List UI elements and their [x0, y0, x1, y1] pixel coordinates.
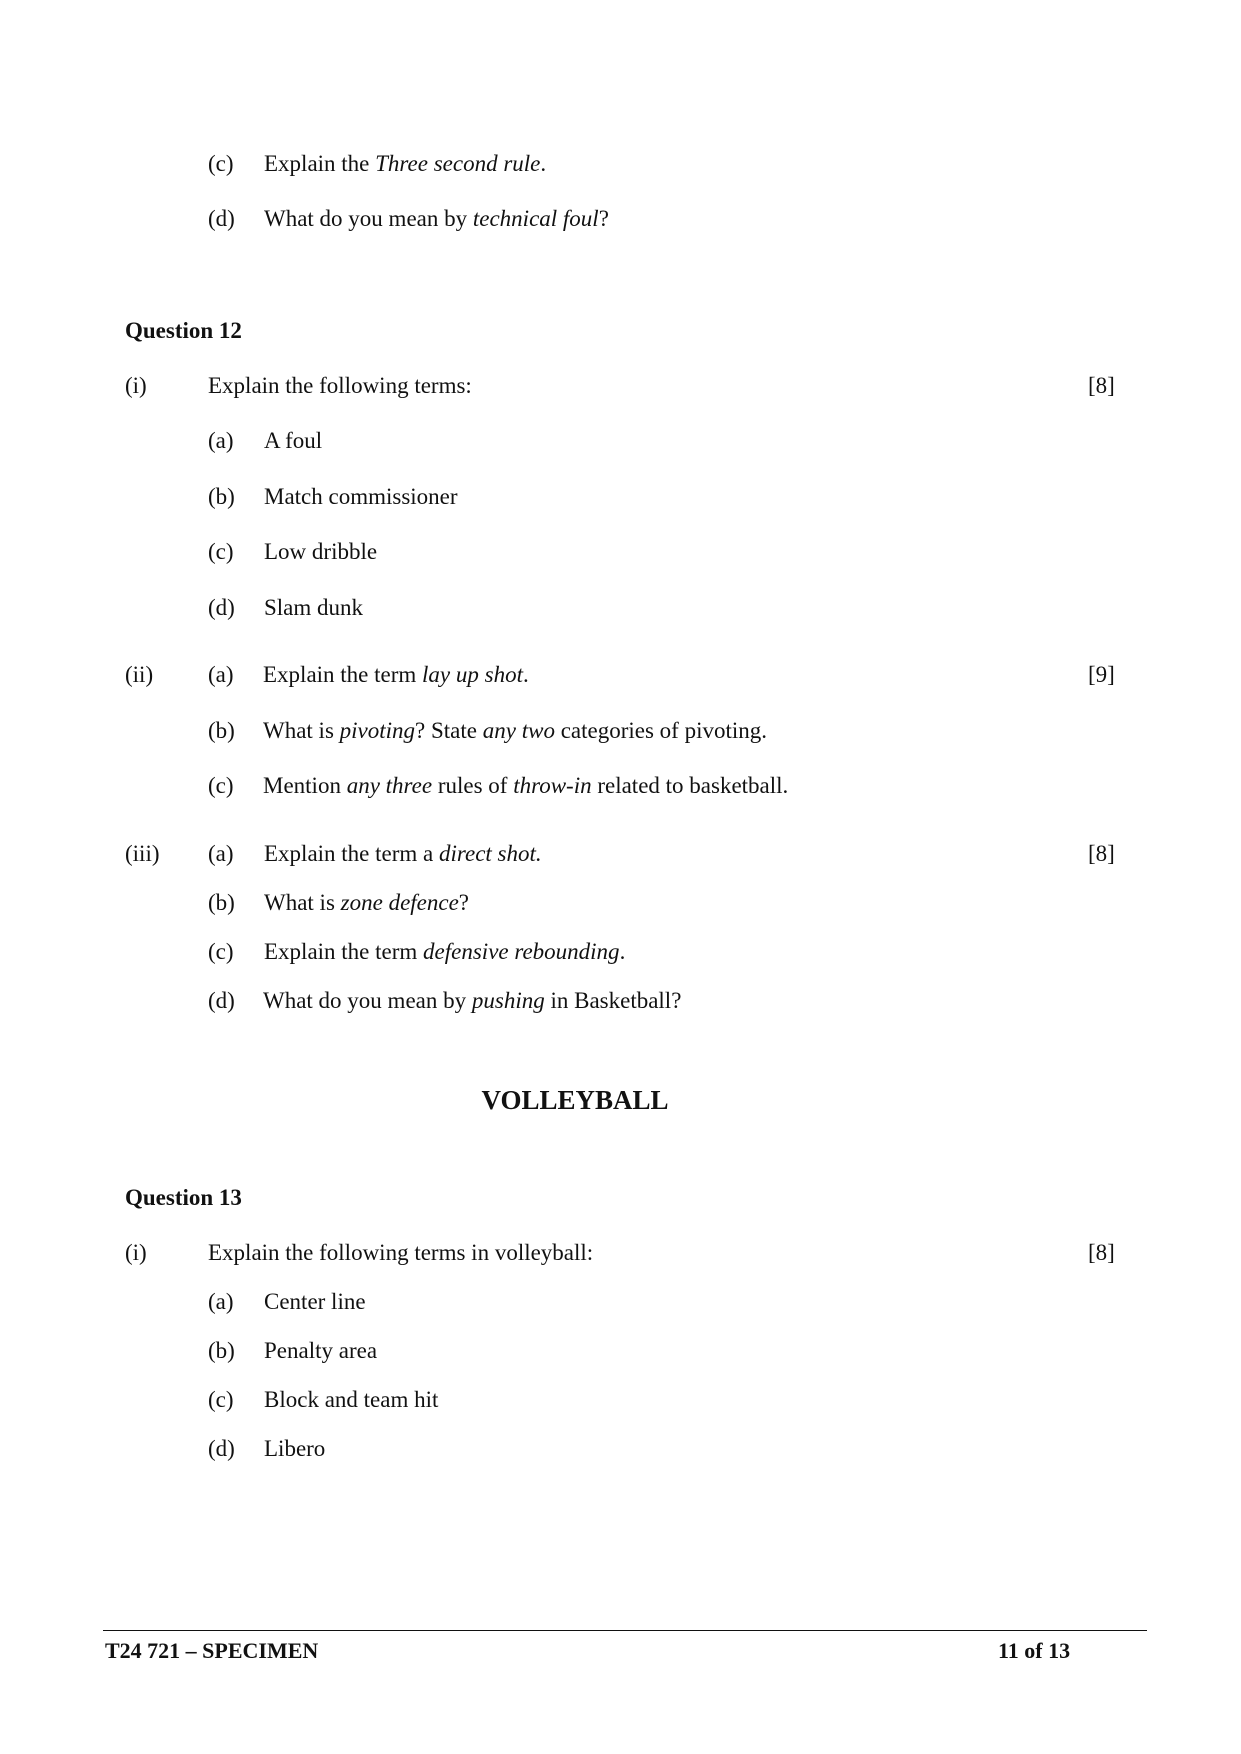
sub-label: (a) [208, 1289, 234, 1314]
marks: [8] [1088, 841, 1115, 866]
sub-label: (b) [208, 484, 235, 509]
sub-label: (c) [208, 773, 234, 798]
sub-label: (a) [208, 428, 234, 453]
term-item: Libero [264, 1436, 326, 1461]
sub-question-text: Explain the term lay up shot. [263, 662, 529, 687]
sub-question-text: Mention any three rules of throw-in related to basketball. [263, 773, 789, 798]
page-number: 11 of 13 [998, 1638, 1071, 1663]
question-12-title: Question 12 [125, 318, 242, 343]
footer-rule [103, 1630, 1147, 1631]
sub-label: (b) [208, 1338, 235, 1363]
sub-label: (d) [208, 206, 235, 231]
term-item: Penalty area [264, 1338, 378, 1363]
sub-label: (c) [208, 151, 234, 176]
sub-label: (c) [208, 1387, 234, 1412]
marks: [8] [1088, 373, 1115, 398]
sub-label: (a) [208, 841, 234, 866]
sub-label: (b) [208, 890, 235, 915]
part-label: (i) [125, 373, 147, 398]
sub-label: (d) [208, 988, 235, 1013]
sub-question-text: Explain the term defensive rebounding. [264, 939, 626, 964]
sub-label: (c) [208, 939, 234, 964]
term-item: A foul [264, 428, 323, 453]
question-13-title: Question 13 [125, 1185, 242, 1210]
sub-label: (c) [208, 539, 234, 564]
term-item: Center line [264, 1289, 366, 1314]
sub-question-text: Explain the term a direct shot. [264, 841, 542, 866]
term-item: Block and team hit [264, 1387, 439, 1412]
sub-question-text: Explain the Three second rule. [264, 151, 547, 176]
marks: [9] [1088, 662, 1115, 687]
sub-question-text: What do you mean by technical foul? [264, 206, 609, 231]
sub-question-text: What is zone defence? [264, 890, 470, 915]
sub-label: (d) [208, 595, 235, 620]
term-item: Match commissioner [264, 484, 458, 509]
part-label: (i) [125, 1240, 147, 1265]
sub-label: (d) [208, 1436, 235, 1461]
part-label: (ii) [125, 662, 154, 687]
sub-question-text: What do you mean by pushing in Basketball? [263, 988, 682, 1013]
section-title: VOLLEYBALL [481, 1085, 669, 1115]
sub-label: (b) [208, 718, 235, 743]
marks: [8] [1088, 1240, 1115, 1265]
footer-code: T24 721 – SPECIMEN [105, 1638, 319, 1663]
sub-question-text: What is pivoting? State any two categories of pivoting. [263, 718, 768, 743]
term-item: Slam dunk [264, 595, 364, 620]
term-item: Low dribble [264, 539, 378, 564]
part-text: Explain the following terms in volleyball: [208, 1240, 594, 1265]
sub-label: (a) [208, 662, 234, 687]
part-text: Explain the following terms: [208, 373, 472, 398]
part-label: (iii) [125, 841, 160, 866]
